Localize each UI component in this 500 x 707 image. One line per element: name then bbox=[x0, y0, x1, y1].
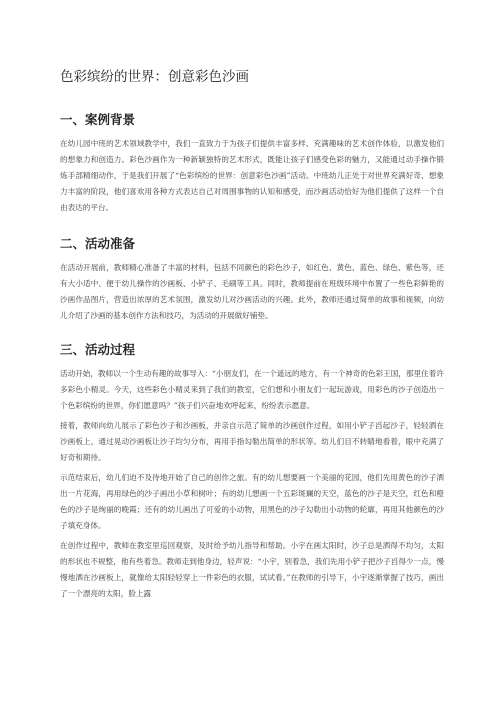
section-heading: 二、活动准备 bbox=[60, 236, 136, 251]
paragraph: 活动开始，教师以一个生动有趣的故事导入：“小朋友们，在一个遥远的地方，有一个神奇的色彩王国，那里住着许多彩色小精灵。今天，这些彩色小精灵来到了我们的教室，它们想和小朋友们一起玩游戏，用彩色的沙子创造出一个色彩缤纷的世界，你们愿意吗？”孩子们兴奋地欢呼起来，纷纷表示愿意。 bbox=[60, 369, 444, 410]
document-page bbox=[60, 68, 444, 616]
section-activity-preparation bbox=[60, 236, 444, 324]
paragraph: 在创作过程中，教师在教室里巡回观察，及时给予幼儿指导和帮助。小宇在画太阳时，沙子总是洒得不均匀，太阳的形状也不规整，他有些着急。教师走到他身边，轻声说：“小宇，别着急，我们先用小铲子把沙子舀得少一点，慢慢地洒在沙画板上，就像给太阳轻轻穿上一件彩色的衣服，试试看。”在教师的引导下，小宇逐渐掌握了技巧，画出了一个漂亮的太阳，脸上露 bbox=[60, 541, 444, 598]
paragraph: 示范结束后，幼儿们迫不及待地开始了自己的创作之旅。有的幼儿想要画一个美丽的花园，他们先用黄色的沙子洒出一片花海，再用绿色的沙子画出小草和树叶；有的幼儿想画一个五彩斑斓的天空，蓝色的沙子是天空，红色和橙色的沙子是绚丽的晚霞；还有的幼儿画出了可爱的小动物，用黑色的沙子勾勒出小动物的轮廓，再用其他颜色的沙子填充身体。 bbox=[60, 473, 444, 530]
section-case-background bbox=[60, 112, 444, 216]
paragraph: 接着，教师向幼儿展示了彩色沙子和沙画板，并亲自示范了简单的沙画创作过程，如用小铲子舀起沙子，轻轻洒在沙画板上，通过晃动沙画板让沙子均匀分布，再用手指勾勒出简单的形状等。幼儿们目不转睛地看着，眼中充满了好奇和期待。 bbox=[60, 421, 444, 462]
paragraph: 在幼儿园中班的艺术领域教学中，我们一直致力于为孩子们提供丰富多样、充满趣味的艺术创作体验，以激发他们的想象力和创造力。彩色沙画作为一种新颖独特的艺术形式，既能让孩子们感受色彩的魅力，又能通过动手操作锻炼手部精细动作，于是我们开展了“色彩缤纷的世界：创意彩色沙画”活动。中班幼儿正处于对世界充满好奇、想象力丰富的阶段，他们喜欢用各种方式表达自己对周围事物的认知和感受，而沙画活动恰好为他们提供了这样一个自由表达的平台。 bbox=[60, 139, 444, 212]
section-heading: 一、案例背景 bbox=[60, 112, 136, 127]
page-title: 色彩缤纷的世界：创意彩色沙画 bbox=[60, 69, 249, 85]
section-heading: 三、活动过程 bbox=[60, 342, 136, 357]
paragraph: 在活动开展前，教师精心准备了丰富的材料，包括不同颜色的彩色沙子，如红色、黄色、蓝色、绿色、紫色等，还有大小适中、便于幼儿操作的沙画板、小铲子、毛刷等工具。同时，教师提前在班级环境中布置了一些色彩鲜艳的沙画作品图片，营造出浓厚的艺术氛围，激发幼儿对沙画活动的兴趣。此外，教师还通过简单的故事和视频，向幼儿介绍了沙画的基本创作方法和技巧，为活动的开展做好铺垫。 bbox=[60, 263, 444, 320]
section-activity-process bbox=[60, 342, 444, 602]
